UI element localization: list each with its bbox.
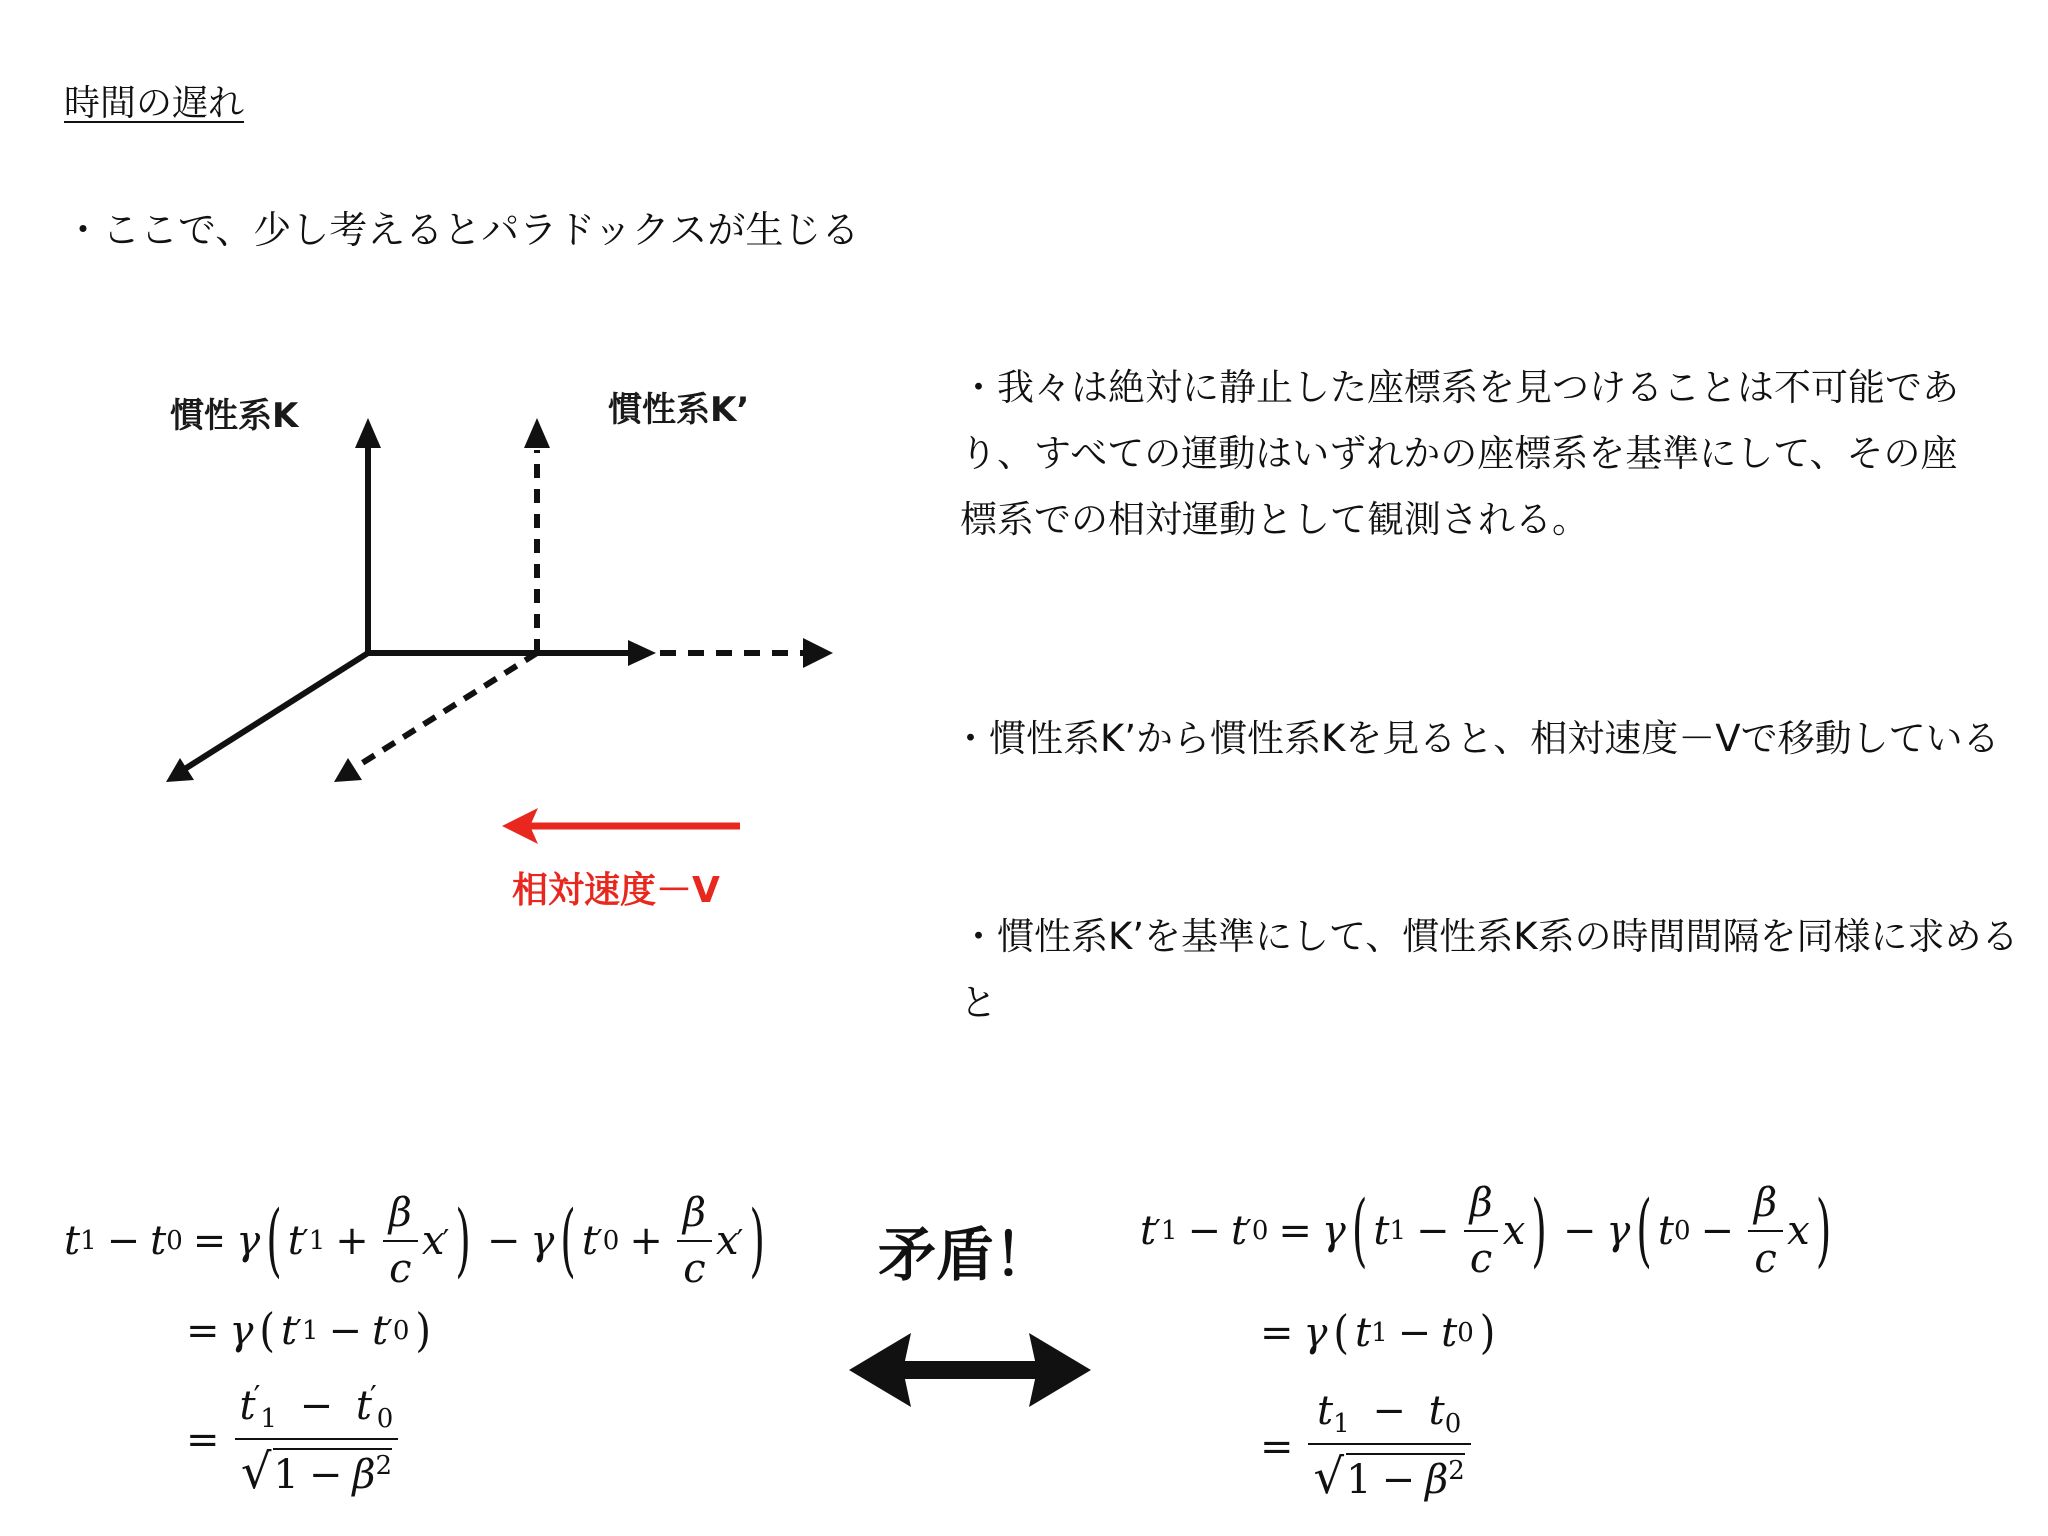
- double-arrow-left-head: [849, 1333, 911, 1407]
- equation-left-line-1: t 1 − t 0 = γ ( t ′ 1 + $\frac{\beta}{c}$ x ′ ) − γ ( t ′ 0 + $\frac{\beta}{c}$ x ′ ): [64, 1190, 765, 1292]
- contradiction-label: 矛盾！: [878, 1221, 1053, 1289]
- equation-left-line-2: = γ ( t ′ 1 − t ′ 0 ): [186, 1304, 432, 1358]
- equation-right-line-1: t ′ 1 − t ′ 0 = γ ( t 1 − $\frac{\beta}{c}$ x ) − γ ( t 0 − $\frac{\beta}{c}$ x ): [1140, 1180, 1832, 1282]
- double-arrow-shaft: [900, 1361, 1040, 1379]
- frame-k-diagonal-axis: [180, 653, 368, 772]
- frame-k-prime-diagonal-axis: [348, 653, 537, 772]
- frame-k-label: 慣性系K: [170, 396, 299, 436]
- paragraph-relativity: ・我々は絶対に静止した座標系を見つけることは不可能であり、すべての運動はいずれかの座標系を基準にして、その座標系での相対運動として観測される。: [960, 366, 1959, 541]
- page-title: 時間の遅れ: [64, 83, 245, 124]
- paragraph-time-interval: ・慣性系K’を基準にして、慣性系K系の時間間隔を同様に求めると: [960, 915, 2019, 1024]
- inertial-frames-diagram: [150, 370, 850, 930]
- double-arrow-icon: [845, 1325, 1095, 1415]
- paragraph-relative-velocity: ・慣性系K’から慣性系Kを見ると、相対速度－Vで移動している: [952, 717, 2000, 760]
- intro-text: ・ここで、少し考えるとパラドックスが生じる: [64, 208, 860, 252]
- equation-right-line-2: = γ ( t 1 − t 0 ): [1260, 1306, 1496, 1360]
- equation-right-line-3: = $\frac{t_1 - t_0}{√1 - \beta^2}$: [1250, 1388, 1475, 1505]
- frame-k-prime-up-arrowhead: [524, 418, 550, 448]
- equation-left-line-3: = $\frac{t'_1 - t'_0}{√1 - \beta^2}$: [176, 1380, 403, 1500]
- double-arrow-right-head: [1029, 1333, 1091, 1407]
- velocity-label: 相対速度－V: [512, 870, 720, 911]
- frame-k-up-arrowhead: [355, 418, 381, 448]
- frame-k-prime-diag-arrowhead: [334, 758, 362, 782]
- frame-k-right-arrowhead: [628, 640, 656, 666]
- frame-k-prime-right-arrowhead: [803, 638, 833, 668]
- frame-k-diag-arrowhead: [166, 758, 194, 782]
- frame-k-prime-label: 慣性系K’: [608, 390, 750, 430]
